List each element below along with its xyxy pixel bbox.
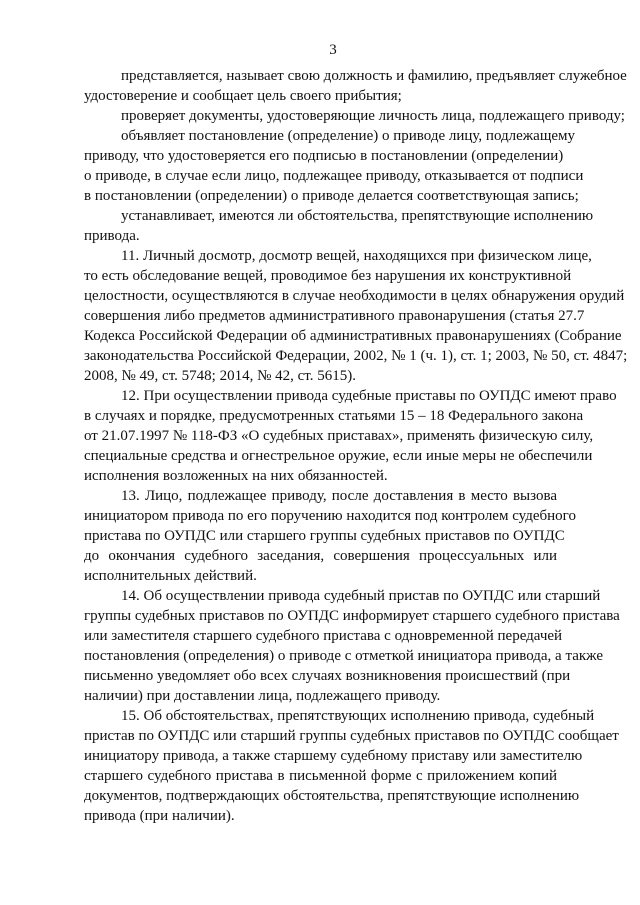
paragraph <box>84 486 576 586</box>
text-line: 2008, № 49, ст. 5748; 2014, № 42, ст. 5615). <box>84 368 356 384</box>
text-line: привода. <box>84 228 140 244</box>
text-line: проверяет документы, удостоверяющие личность лица, подлежащего приводу; <box>121 108 625 124</box>
text-line: документов, подтверждающих обстоятельства, препятствующие исполнению <box>84 788 580 804</box>
text-line: письменно уведомляет обо всех случаях возникновения происшествий (при <box>84 668 571 684</box>
text-line: инициатором привода по его поручению находится под контролем судебного <box>84 508 576 524</box>
text-line: 12. При осуществлении привода судебные приставы по ОУПДС имеют право <box>121 388 617 404</box>
text-line: или заместителя старшего судебного пристава с одновременной передачей <box>84 628 563 644</box>
text-line: инициатору привода, а также старшему судебному приставу или заместителю <box>84 748 583 764</box>
text-line: 11. Личный досмотр, досмотр вещей, находящихся при физическом лице, <box>121 248 592 264</box>
paragraph <box>84 246 628 386</box>
paragraph <box>84 706 619 826</box>
text-line: 15. Об обстоятельствах, препятствующих исполнению привода, судебный <box>121 708 595 724</box>
text-line: пристава по ОУПДС или старшего группы судебных приставов по ОУПДС <box>84 528 565 544</box>
text-line: в постановлении (определении) о приводе делается соответствующая запись; <box>84 188 579 204</box>
text-line: старшего судебного пристава в письменной форме с приложением копий <box>84 768 557 784</box>
text-line: привода (при наличии). <box>84 808 235 824</box>
text-line: исполнения возложенных на них обязанностей. <box>84 468 388 484</box>
text-line: наличии) при доставлении лица, подлежащего приводу. <box>84 688 441 704</box>
paragraph <box>84 386 617 486</box>
text-line: пристав по ОУПДС или старший группы судебных приставов по ОУПДС сообщает <box>84 728 619 744</box>
text-line: удостоверение и сообщает цель своего прибытия; <box>84 88 402 104</box>
text-line: законодательства Российской Федерации, 2002, № 1 (ч. 1), ст. 1; 2003, № 50, ст. 4847; <box>84 348 628 364</box>
text-line: 13. Лицо, подлежащее приводу, после доставления в место вызова <box>121 488 557 504</box>
text-line: 14. Об осуществлении привода судебный пристав по ОУПДС или старший <box>121 588 601 604</box>
paragraph <box>84 66 627 106</box>
text-line: то есть обследование вещей, проводимое без нарушения их конструктивной <box>84 268 572 284</box>
paragraph <box>84 126 584 206</box>
paragraph <box>84 586 620 706</box>
page-number: 3 <box>329 42 337 58</box>
text-line: группы судебных приставов по ОУПДС информирует старшего судебного пристава <box>84 608 620 624</box>
text-line: объявляет постановление (определение) о приводе лицу, подлежащему <box>121 128 576 144</box>
document-body <box>84 66 628 826</box>
text-line: до окончания судебного заседания, совершения процессуальных или <box>84 548 557 564</box>
text-line: приводу, что удостоверяется его подписью в постановлении (определении) <box>84 148 564 164</box>
text-line: Кодекса Российской Федерации об административных правонарушениях (Собрание <box>84 328 622 344</box>
text-line: представляется, называет свою должность и фамилию, предъявляет служебное <box>121 68 627 84</box>
text-line: о приводе, в случае если лицо, подлежащее приводу, отказывается от подписи <box>84 168 584 184</box>
text-line: устанавливает, имеются ли обстоятельства, препятствующие исполнению <box>121 208 594 224</box>
paragraph <box>84 106 625 126</box>
text-line: совершения либо предметов административного правонарушения (статья 27.7 <box>84 308 585 324</box>
text-line: от 21.07.1997 № 118-ФЗ «О судебных приставах», применять физическую силу, <box>84 428 594 444</box>
text-line: специальные средства и огнестрельное оружие, если иные меры не обеспечили <box>84 448 593 464</box>
paragraph <box>84 206 594 246</box>
text-line: целостности, осуществляются в случае необходимости в целях обнаружения орудий <box>84 288 625 304</box>
text-line: исполнительных действий. <box>84 568 257 584</box>
text-line: в случаях и порядке, предусмотренных статьями 15 – 18 Федерального закона <box>84 408 584 424</box>
text-line: постановления (определения) о приводе с отметкой инициатора привода, а также <box>84 648 603 664</box>
